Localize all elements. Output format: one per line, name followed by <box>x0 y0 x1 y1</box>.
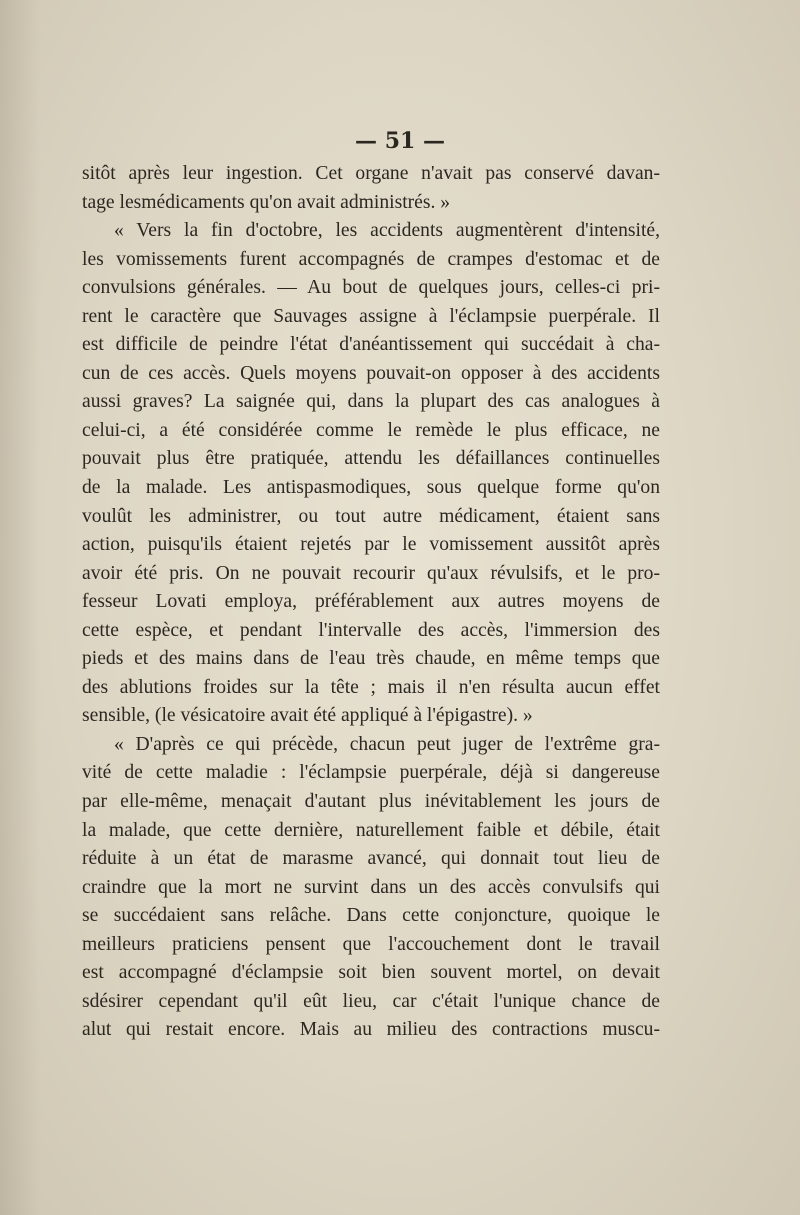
text-line: « Vers la fin d'octobre, les accidents augmentèrent d'intensité, <box>114 220 660 242</box>
text-line: sdésirer cependant qu'il eût lieu, car c'était l'unique chance de <box>82 990 660 1012</box>
text-line: des ablutions froides sur la tête ; mais il n'en résulta aucun effet <box>82 676 660 698</box>
text-line: de la malade. Les antispasmodiques, sous quelque forme qu'on <box>82 477 660 499</box>
text-line: la malade, que cette dernière, naturellement faible et débile, était <box>82 819 660 841</box>
text-line: les vomissements furent accompagnés de crampes d'estomac et de <box>82 248 660 270</box>
text-line: action, puisqu'ils étaient rejetés par le vomissement aussitôt après <box>82 534 660 556</box>
text-line: tage lesmédicaments qu'on avait administrés. » <box>82 191 451 213</box>
text-line: aussi graves? La saignée qui, dans la plupart des cas analogues à <box>82 391 660 413</box>
text-line: craindre que la mort ne survint dans un des accès convulsifs qui <box>82 876 660 898</box>
text-line: rent le caractère que Sauvages assigne à l'éclampsie puerpérale. Il <box>82 305 660 327</box>
text-line: meilleurs praticiens pensent que l'accouchement dont le travail <box>82 933 660 955</box>
text-line: voulût les administrer, ou tout autre médicament, étaient sans <box>82 505 660 527</box>
text-line: par elle-même, menaçait d'autant plus inévitablement les jours de <box>82 791 660 813</box>
text-line: cette espèce, et pendant l'intervalle des accès, l'immersion des <box>82 619 660 641</box>
text-line: « D'après ce qui précède, chacun peut juger de l'extrême gra- <box>114 733 660 755</box>
text-line: fesseur Lovati employa, préférablement aux autres moyens de <box>82 591 660 613</box>
text-line: vité de cette maladie : l'éclampsie puerpérale, déjà si dangereuse <box>82 762 660 784</box>
text-line: sitôt après leur ingestion. Cet organe n'avait pas conservé davan- <box>82 163 660 184</box>
text-line: cun de ces accès. Quels moyens pouvait-on opposer à des accidents <box>82 362 660 384</box>
page-body-text <box>82 160 660 1045</box>
text-line: est difficile de peindre l'état d'anéantissement qui succédait à cha- <box>82 334 660 356</box>
page-number: — 51 — <box>355 128 445 154</box>
page-gutter-shadow <box>0 0 40 1215</box>
text-line: alut qui restait encore. Mais au milieu des contractions muscu- <box>82 1019 660 1041</box>
text-line: sensible, (le vésicatoire avait été appliqué à l'épigastre). » <box>82 705 533 727</box>
text-line: réduite à un état de marasme avancé, qui donnait tout lieu de <box>82 848 660 870</box>
text-line: avoir été pris. On ne pouvait recourir qu'aux révulsifs, et le pro- <box>82 562 660 584</box>
text-line: est accompagné d'éclampsie soit bien souvent mortel, on devait <box>82 962 660 984</box>
text-line: se succédaient sans relâche. Dans cette conjoncture, quoique le <box>82 905 660 927</box>
text-line: celui-ci, a été considérée comme le remède le plus efficace, ne <box>82 419 660 441</box>
text-line: convulsions générales. — Au bout de quelques jours, celles-ci pri- <box>82 277 660 299</box>
text-line: pouvait plus être pratiquée, attendu les défaillances continuelles <box>82 448 660 470</box>
text-line: pieds et des mains dans de l'eau très chaude, en même temps que <box>82 648 660 670</box>
